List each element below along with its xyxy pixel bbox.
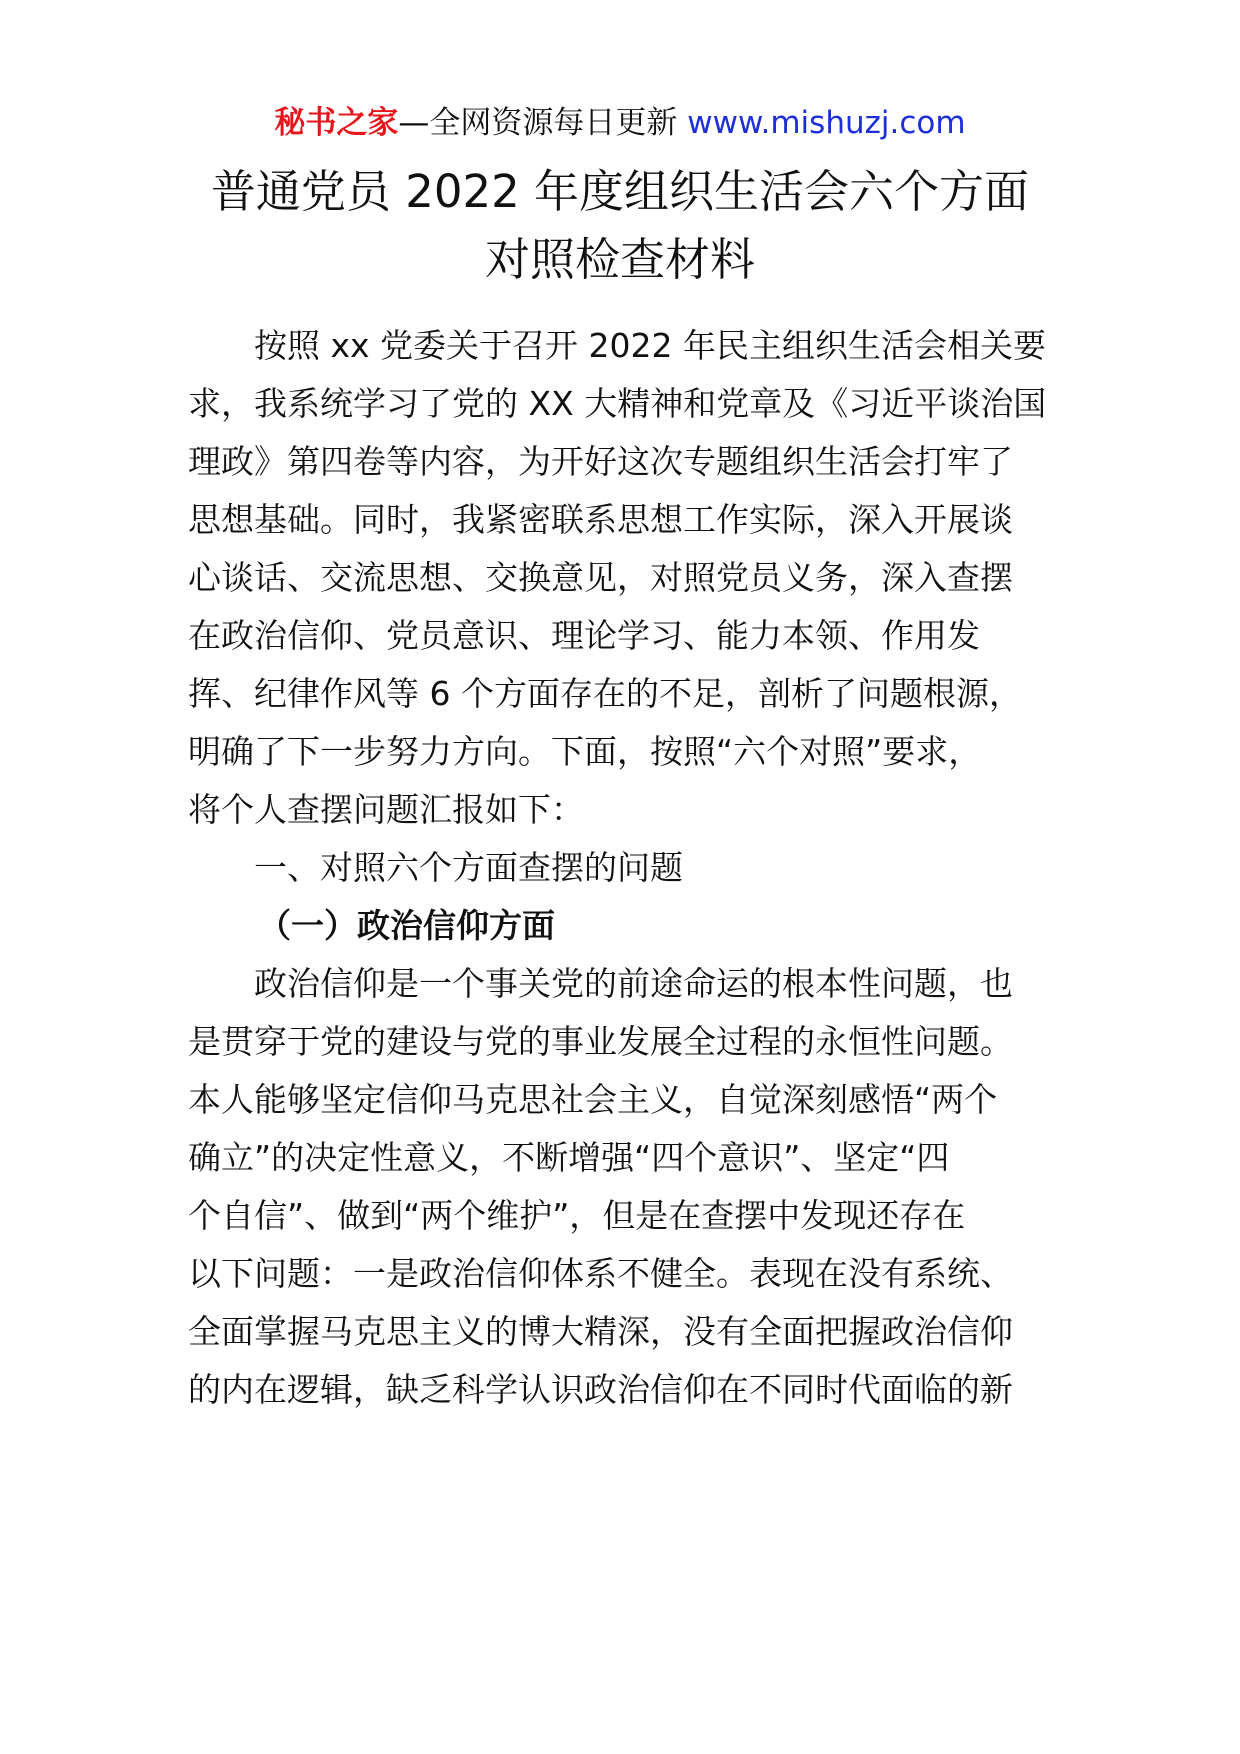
body-line: 心谈话、交流思想、交换意见，对照党员义务，深入查摆: [188, 558, 1013, 597]
body-line: 全面掌握马克思主义的博大精深，没有全面把握政治信仰: [188, 1312, 1013, 1351]
body-line: 是贯穿于党的建设与党的事业发展全过程的永恒性问题。: [188, 1022, 1013, 1061]
body-line: 按照 xx 党委关于召开 2022 年民主组织生活会相关要: [254, 326, 1046, 365]
body-line: 的内在逻辑，缺乏科学认识政治信仰在不同时代面临的新: [188, 1370, 1013, 1409]
body-line: 将个人查摆问题汇报如下：: [188, 790, 584, 829]
body-line: 思想基础。同时，我紧密联系思想工作实际，深入开展谈: [188, 500, 1013, 539]
body-line: 理政》第四卷等内容，为开好这次专题组织生活会打牢了: [188, 442, 1013, 481]
body-line: 本人能够坚定信仰马克思社会主义，自觉深刻感悟“两个: [188, 1080, 998, 1119]
header-tagline: —全网资源每日更新: [398, 105, 688, 141]
header-url[interactable]: www.mishuzj.com: [687, 105, 966, 141]
document-title-line-1: 普通党员 2022 年度组织生活会六个方面: [210, 165, 1030, 218]
body-line: 明确了下一步努力方向。下面，按照“六个对照”要求，: [188, 732, 982, 771]
header-brand: 秘书之家: [274, 105, 399, 141]
body-line: 以下问题：一是政治信仰体系不健全。表现在没有系统、: [188, 1254, 1013, 1293]
body-line: 挥、纪律作风等 6 个方面存在的不足，剖析了问题根源，: [188, 674, 1022, 713]
body-line: 求，我系统学习了党的 XX 大精神和党章及《习近平谈治国: [188, 384, 1047, 423]
body-line: 确立”的决定性意义，不断增强“四个意识”、坚定“四: [188, 1138, 950, 1177]
section-heading: 一、对照六个方面查摆的问题: [254, 848, 683, 887]
document-title-line-2: 对照检查材料: [484, 233, 755, 286]
body-line: 在政治信仰、党员意识、理论学习、能力本领、作用发: [188, 616, 980, 655]
body-line: 政治信仰是一个事关党的前途命运的根本性问题，也: [254, 964, 1013, 1003]
subsection-heading: （一）政治信仰方面: [258, 906, 555, 945]
body-line: 个自信”、做到“两个维护”，但是在查摆中发现还存在: [188, 1196, 966, 1235]
site-header: [0, 100, 1240, 146]
